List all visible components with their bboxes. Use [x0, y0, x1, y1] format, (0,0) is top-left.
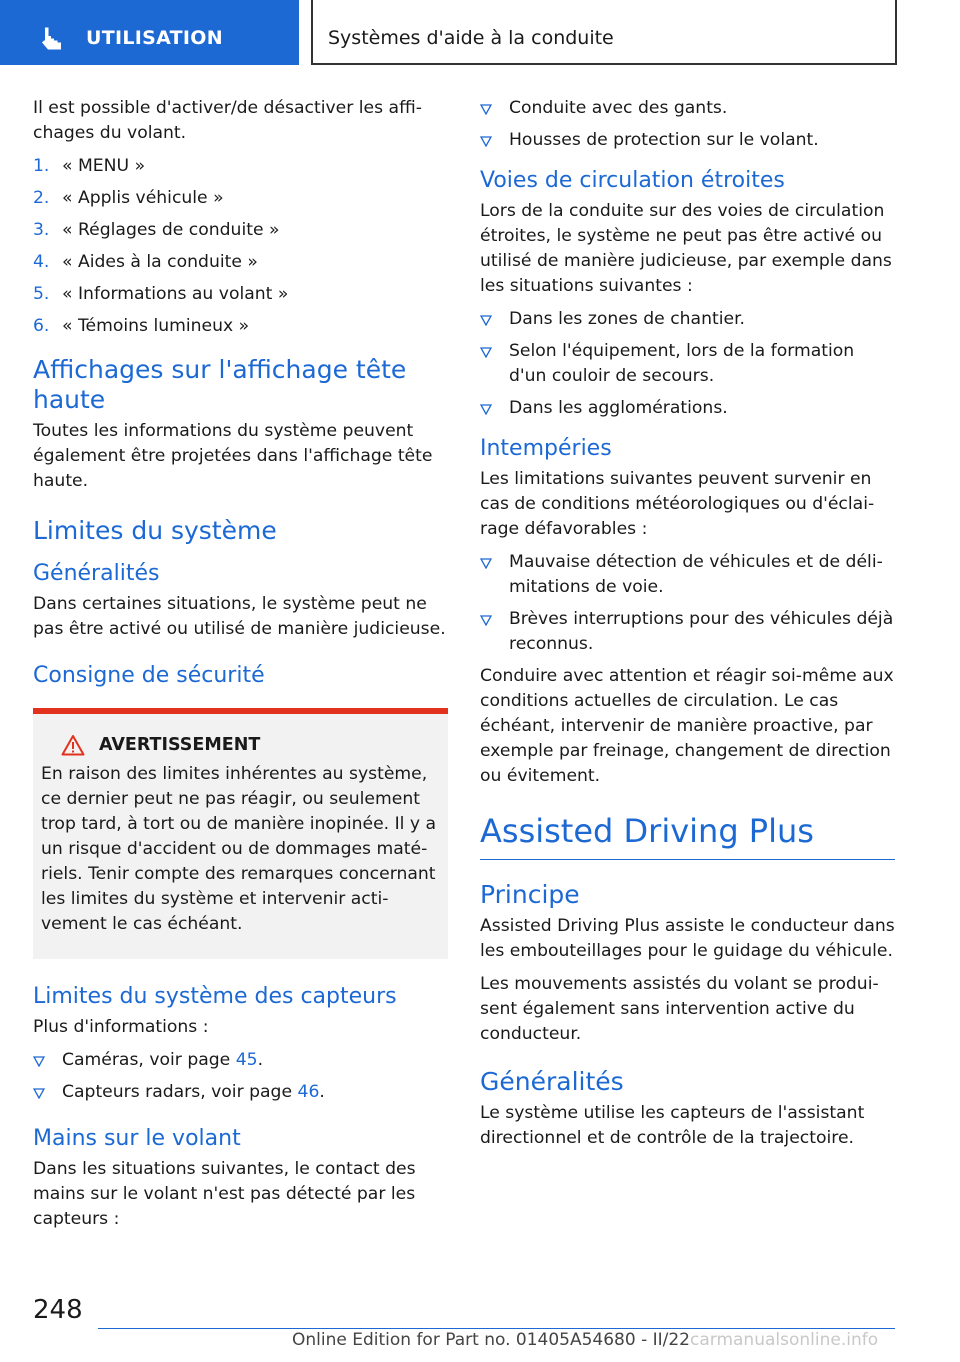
list-item: Capteurs radars, voir page 46. [33, 1080, 448, 1105]
general-paragraph: Dans certaines situations, le système peut ne pas être activé ou utilisé de manière judicieuse. [33, 594, 446, 639]
list-item: Dans les zones de chantier. [480, 307, 895, 332]
sensor-list [33, 1048, 448, 1105]
weather-paragraph: Les limitations suivantes peuvent survenir en cas de conditions météorologiques ou d'éclairage défavorables : [480, 469, 875, 539]
triangle-bullet-icon [480, 347, 492, 358]
heading-general-2: Généralités [480, 1067, 624, 1096]
warning-box [33, 708, 448, 959]
triangle-bullet-icon [480, 558, 492, 569]
triangle-bullet-icon [480, 315, 492, 326]
heading-safety: Consigne de sécurité [33, 663, 265, 688]
left-column [33, 96, 448, 1240]
warning-title: AVERTISSEMENT [99, 735, 261, 755]
hands-paragraph: Dans les situations suivantes, le contact des mains sur le volant n'est pas détecté par les capteurs : [33, 1159, 416, 1229]
list-item: Mauvaise détection de véhicules et de délimitations de voie. [480, 550, 895, 600]
warning-triangle-icon [61, 734, 85, 756]
list-item: 4. « Aides à la conduite » [33, 252, 258, 272]
heading-narrow-lanes: Voies de circulation étroites [480, 168, 785, 193]
heading-hud: Affichages sur l'affichage tête haute [33, 355, 407, 414]
warning-text: En raison des limites inhérentes au système, ce dernier peut ne pas réagir, ou seulement trop tard, à tort ou de manière inopinée. Il y a un risque d'accident ou de dommages matériels. Tenir compte des remarques concernant les limites du système et intervenir activement le cas échéant. [41, 764, 437, 934]
chapter-header [311, 0, 897, 65]
heading-principle: Principe [480, 880, 580, 909]
chapter-title: Systèmes d'aide à la conduite [328, 27, 614, 49]
heading-assisted-driving-plus: Assisted Driving Plus [480, 811, 895, 860]
page-link-46[interactable]: 46 [297, 1082, 320, 1102]
page-link-45[interactable]: 45 [235, 1050, 258, 1070]
triangle-bullet-icon [480, 136, 492, 147]
list-item: Caméras, voir page 45. [33, 1048, 448, 1073]
narrow-list [480, 307, 895, 421]
hud-paragraph: Toutes les informations du système peuvent également être projetées dans l'affichage tête haute. [33, 421, 433, 491]
menu-steps [33, 154, 448, 339]
list-item: Selon l'équipement, lors de la formation d'un couloir de secours. [480, 339, 895, 389]
heading-sensor-limits: Limites du système des capteurs [33, 984, 397, 1009]
principle-paragraph-1: Assisted Driving Plus assiste le conducteur dans les embouteillages pour le guidage du véhicule. [480, 916, 895, 961]
attention-paragraph: Conduire avec attention et réagir soi-même aux conditions actuelles de circulation. Le cas échéant, intervenir de manière proactive, par exemple par freinage, changement de direction ou évitement. [480, 666, 894, 786]
page-number: 248 [33, 1295, 83, 1325]
list-item: 3. « Réglages de conduite » [33, 220, 280, 240]
list-item: Housses de protection sur le volant. [480, 128, 895, 153]
footer-divider [98, 1328, 895, 1329]
sensor-paragraph: Plus d'informations : [33, 1017, 209, 1037]
list-item: 6. « Témoins lumineux » [33, 316, 250, 336]
pointing-hand-icon [40, 26, 66, 52]
warning-header [41, 734, 438, 756]
heading-system-limits: Limites du système [33, 516, 277, 545]
triangle-bullet-icon [480, 615, 492, 626]
triangle-bullet-icon [33, 1056, 45, 1067]
list-item: 2. « Applis véhicule » [33, 188, 224, 208]
triangle-bullet-icon [480, 404, 492, 415]
triangle-bullet-icon [480, 104, 492, 115]
triangle-bullet-icon [33, 1088, 45, 1099]
weather-list [480, 550, 895, 657]
list-item: 5. « Informations au volant » [33, 284, 289, 304]
narrow-paragraph: Lors de la conduite sur des voies de circulation étroites, le système ne peut pas être activé ou utilisé de manière judicieuse, par exemple dans les situations suivantes : [480, 201, 892, 296]
heading-weather: Intempéries [480, 436, 612, 461]
intro-paragraph: Il est possible d'activer/de désactiver les affichages du volant. [33, 98, 422, 143]
principle-paragraph-2: Les mouvements assistés du volant se produisent également sans intervention active du conducteur. [480, 974, 879, 1044]
section-label: UTILISATION [86, 27, 223, 49]
list-item: Brèves interruptions pour des véhicules déjà reconnus. [480, 607, 895, 657]
heading-hands-on-wheel: Mains sur le volant [33, 1126, 241, 1151]
edition-note: Online Edition for Part no. 01405A54680 - II/22 [291, 1330, 690, 1350]
list-item: Conduite avec des gants. [480, 96, 895, 121]
watermark: carmanualsonline.info [690, 1330, 879, 1350]
section-tab [0, 0, 299, 65]
heading-general: Généralités [33, 561, 160, 586]
hands-list [480, 96, 895, 153]
general2-paragraph: Le système utilise les capteurs de l'assistant directionnel et de contrôle de la trajectoire. [480, 1103, 865, 1148]
list-item: Dans les agglomérations. [480, 396, 895, 421]
right-column [480, 96, 895, 1159]
list-item: 1. « MENU » [33, 156, 146, 176]
